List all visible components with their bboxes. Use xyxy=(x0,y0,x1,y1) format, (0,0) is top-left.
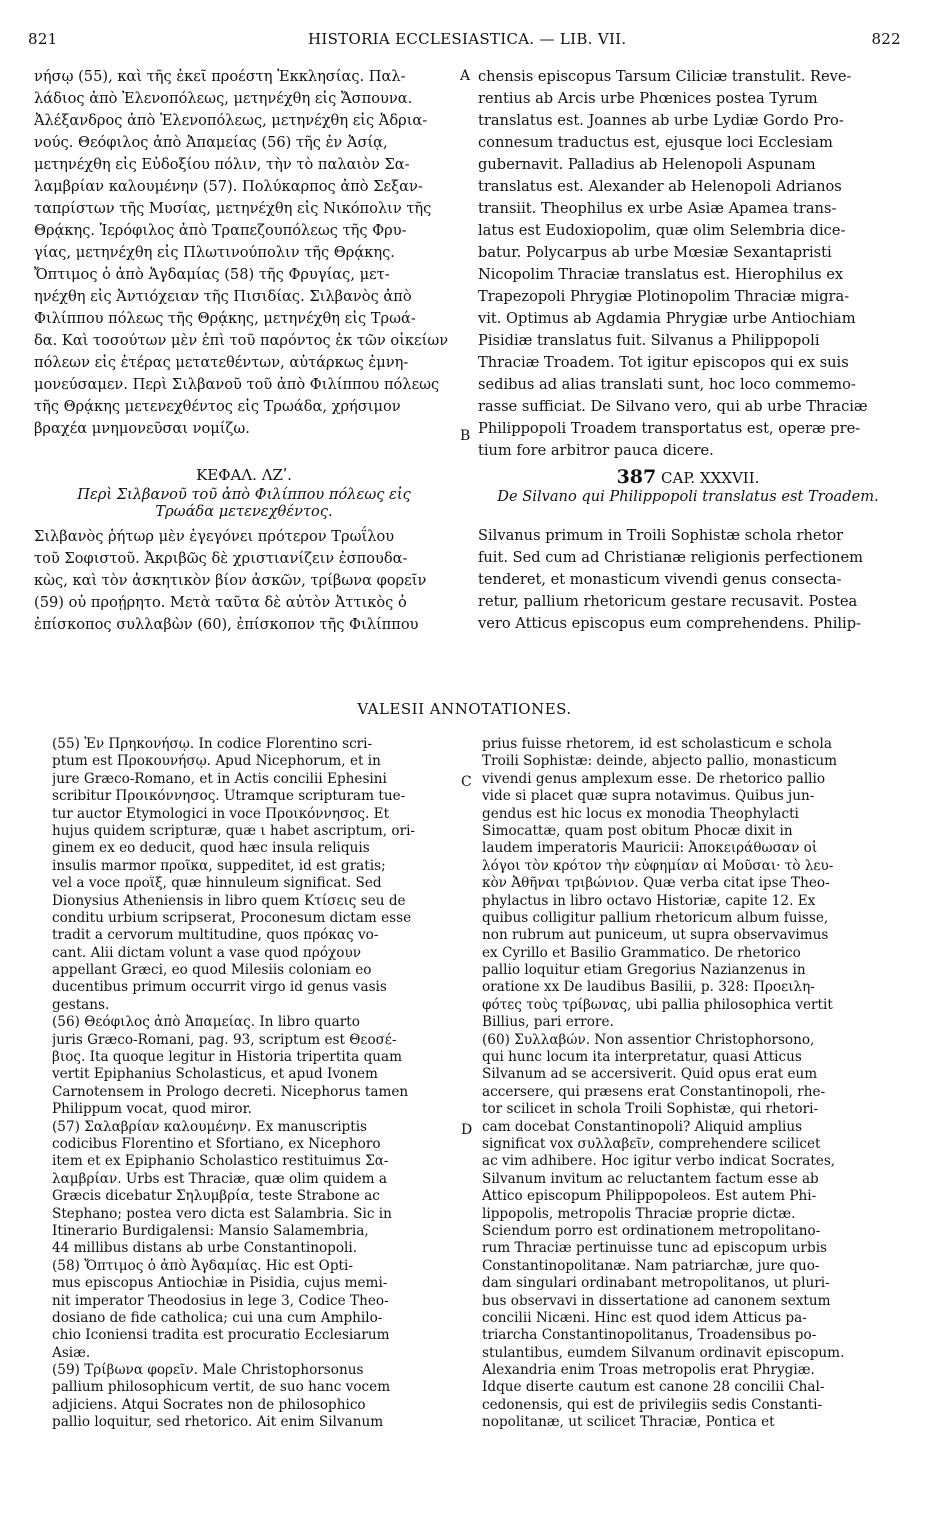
latin-chapter-number: CAP. XXXVII. xyxy=(661,469,760,487)
latin-text-line: Pisidiæ translatus fuit. Silvanus a Philippopoli xyxy=(478,332,820,349)
annotation-line: Sciendum porro est ordinationem metropolitano- xyxy=(482,1222,821,1239)
annotation-line: vertit Epiphanius Scholasticus, et apud Ivonem xyxy=(52,1066,378,1083)
annotation-line: Simocattæ, quam post obitum Phocæ dixit in xyxy=(482,822,793,839)
latin-text-line: chensis episcopus Tarsum Ciliciæ transtulit. Reve- xyxy=(478,68,852,85)
greek-text-line: ταπρίστων τῆς Μυσίας, μετηνέχθη εἰς Νικόπολιν τῆς xyxy=(34,200,432,217)
chapter-marginal-number: 387 xyxy=(616,466,657,488)
annotation-line: Alexandria enim Troas metropolis erat Phrygiæ. xyxy=(482,1362,815,1379)
annotation-line: significat vox συλλαβεῖν, comprehendere scilicet xyxy=(482,1135,821,1152)
annotation-line: cant. Alii dictam volunt a vase quod πρόχουν xyxy=(52,944,361,961)
annotation-line: bus observavi in dissertatione ad canonem sextum xyxy=(482,1292,831,1309)
latin-text-line: batur. Polycarpus ab urbe Mœsiæ Sexantapristi xyxy=(478,244,832,261)
annotation-line: φότες τοὺς τρίβωνας, ubi pallia philosophica vertit xyxy=(482,996,833,1013)
annotation-line: accersere, qui præsens erat Constantinopoli, rhe- xyxy=(482,1083,826,1100)
annotation-line: mus episcopus Antiochiæ in Pisidia, cujus memi- xyxy=(52,1275,388,1292)
page-number-right: 822 xyxy=(871,30,901,48)
greek-text-line: νούς. Θεόφιλος ἀπὸ Ἀπαμείας (56) τῆς ἐν Ἀσίᾳ, xyxy=(34,134,388,151)
annotation-line: ex Cyrillo et Basilio Grammatico. De rhetorico xyxy=(482,944,801,961)
greek-text-line: δα. Καὶ τοσούτων μὲν ἐπὶ τοῦ παρόντος ἐκ τῶν οἰκείων xyxy=(34,332,449,349)
annotation-line: tur auctor Etymologici in voce Προικόννησος. Et xyxy=(52,805,390,822)
latin-chapter-heading xyxy=(478,466,898,488)
annotation-line: (57) Σαλαβρίαν καλουμένην. Ex manuscriptis xyxy=(52,1118,368,1135)
annotation-line: insulis marmor προῖκα, suppeditet, id est gratis; xyxy=(52,857,386,874)
greek-text-line: Ἀλέξανδρος ἀπὸ Ἐλενοπόλεως, μετηνέχθη εἰς Ἀδρια- xyxy=(34,112,428,129)
latin-column xyxy=(478,66,898,682)
annotation-line: phylactus in libro octavo Historiæ, capite 12. Ex xyxy=(482,892,816,909)
annotation-line: oratione xx De laudibus Basilii, p. 328: Προειλη- xyxy=(482,979,815,996)
latin-text-line: gubernavit. Palladius ab Helenopoli Aspunam xyxy=(478,156,816,173)
annotation-line: Philippum vocat, quod miror. xyxy=(52,1101,252,1118)
latin-chapter-text xyxy=(478,525,898,635)
margin-letter-c: C xyxy=(461,774,472,790)
annotation-line: Silvanum ad se accersiverit. Quid opus erat eum xyxy=(482,1066,818,1083)
latin-text-line: Thraciæ Troadem. Tot igitur episcopos qui ex suis xyxy=(478,354,849,371)
annotation-line: nit imperator Theodosius in lege 3, Codice Theo- xyxy=(52,1292,389,1309)
annotation-line: non rubrum aut puniceum, ut supra observavimus xyxy=(482,927,829,944)
greek-text-line: μονεύσαμεν. Περὶ Σιλβανοῦ τοῦ ἀπὸ Φιλίππου πόλεως xyxy=(34,376,440,393)
latin-text-line: Nicopolim Thraciæ translatus est. Hierophilus ex xyxy=(478,266,844,283)
annotation-line: pallio loquitur, sed rhetorico. Ait enim Silvanum xyxy=(52,1414,384,1431)
greek-chapter-line: Σιλβανὸς ῥήτωρ μὲν ἐγεγόνει πρότερον Τρωΐλου xyxy=(34,528,395,545)
latin-text-line: transiit. Theophilus ex urbe Asiæ Apamea trans- xyxy=(478,200,837,217)
annotation-line: Dionysius Atheniensis in libro quem Κτίσεις seu de xyxy=(52,892,406,909)
annotation-line: cedonensis, qui est de privilegiis sedis Constanti- xyxy=(482,1396,823,1413)
page-number-left: 821 xyxy=(28,30,58,48)
annotation-line: (59) Τρίβωνα φορεῖν. Male Christophorsonus xyxy=(52,1362,364,1379)
latin-text-line: rasse sufficiat. De Silvano vero, qui ab urbe Thraciæ xyxy=(478,398,868,415)
annotation-line: stulantibus, eumdem Silvanum ordinavit episcopum. xyxy=(482,1344,845,1361)
annotation-line: vel a voce προΐξ, quæ hinnuleum significat. Sed xyxy=(52,875,382,892)
annotation-line: Stephano; postea vero dicta est Salambria. Sic in xyxy=(52,1205,392,1222)
annotation-line: Itinerario Burdigalensi: Mansio Salamembria, xyxy=(52,1222,369,1239)
annotation-line: codicibus Florentino et Sfortiano, ex Nicephoro xyxy=(52,1135,381,1152)
annotation-line: (60) Συλλαβών. Non assentior Christophorsono, xyxy=(482,1031,815,1048)
annotation-line: Silvanum invitum ac reluctantem factum esse ab xyxy=(482,1170,819,1187)
greek-text-line: τῆς Θρᾴκης μετενεχθέντος εἰς Τρωάδα, χρήσιμον xyxy=(34,398,401,415)
annotation-line: vide si placet quæ supra notavimus. Quibus jun- xyxy=(482,788,815,805)
annotation-line: jure Græco-Romano, et in Actis concilii Ephesini xyxy=(52,770,387,787)
margin-letter-d: D xyxy=(461,1122,473,1138)
annotation-line: 44 millibus distans ab urbe Constantinopoli. xyxy=(52,1240,358,1257)
annotation-line: gestans. xyxy=(52,996,110,1013)
latin-text-line: Trapezopoli Phrygiæ Plotinopolim Thraciæ migra- xyxy=(478,288,850,305)
greek-text-line: βραχέα μνημονεῦσαι νομίζω. xyxy=(34,420,250,437)
greek-chapter-line: (59) οὐ προῄρητο. Μετὰ ταῦτα δὲ αὐτὸν Ἀττικὸς ὁ xyxy=(34,594,407,611)
annotation-line: (56) Θεόφιλος ἀπὸ Ἀπαμείας. In libro quarto xyxy=(52,1014,360,1031)
margin-letter-b: B xyxy=(460,428,471,444)
annotation-line: nopolitanæ, ut scilicet Thraciæ, Pontica et xyxy=(482,1414,775,1431)
annotation-line: Constantinopolitanæ. Nam patriarchæ, jure quo- xyxy=(482,1257,820,1274)
annotation-line: appellant Græci, eo quod Milesiis coloniam eo xyxy=(52,962,372,979)
latin-text-line: translatus est. Alexander ab Helenopoli Adrianos xyxy=(478,178,842,195)
notes-right-column xyxy=(482,736,894,1516)
annotation-line: qui hunc locum ita interpretatur, quasi Atticus xyxy=(482,1049,802,1066)
annotation-line: laudem imperatoris Mauricii: Ἀποκειράθωσαν οἱ xyxy=(482,840,818,857)
annotation-line: scribitur Προικόννησος. Utramque scripturam tue- xyxy=(52,788,406,805)
annotation-line: tradit a cervorum multitudine, quos πρόκας vo- xyxy=(52,927,379,944)
annotation-line: ptum est Προκουνήσῳ. Apud Nicephorum, et in xyxy=(52,753,381,770)
greek-text-line: Θρᾴκης. Ἱερόφιλος ἀπὸ Τραπεζουπόλεως τῆς Φρυ- xyxy=(34,222,407,239)
notes-left-column xyxy=(52,736,456,1516)
running-header xyxy=(28,30,901,60)
latin-text-line: tium fore arbitror pauca dicere. xyxy=(478,442,714,459)
latin-chapter-line: retur, pallium rhetoricum gestare recusavit. Postea xyxy=(478,593,858,610)
greek-column xyxy=(34,66,454,682)
greek-chapter-title-2: Τρωάδα μετενεχθέντος. xyxy=(155,503,333,520)
annotation-line: κὸν Ἀθῆναι τριβώνιον. Quæ verba citat ipse Theo- xyxy=(482,875,830,892)
greek-text-line: Ὄπτιμος ὁ ἀπὸ Ἀγδαμίας (58) τῆς Φρυγίας, μετ- xyxy=(34,266,390,283)
annotation-line: ducentibus primum occurrit virgo id genus vasis xyxy=(52,979,387,996)
annotation-line: λόγοι τὸν κρότον τὴν εὐφημίαν αἱ Μοῦσαι· τὸ λευ- xyxy=(482,857,834,874)
latin-chapter-line: vero Atticus episcopus eum comprehendens. Philip- xyxy=(478,615,861,632)
annotation-line: tor scilicet in schola Troili Sophistæ, qui rhetori- xyxy=(482,1101,819,1118)
greek-chapter-line: ἐπίσκοπος συλλαβὼν (60), ἐπίσκοπον τῆς Φιλίππου xyxy=(34,616,419,633)
latin-chapter-line: Silvanus primum in Troili Sophistæ schola rhetor xyxy=(478,527,844,544)
greek-text-line: μετηνέχθη εἰς Εὐδοξίου πόλιν, τὴν τὸ παλαιὸν Σα- xyxy=(34,156,410,173)
annotation-line: βιος. Ita quoque legitur in Historia tripertita quam xyxy=(52,1049,403,1066)
latin-text-line: sedibus ad alias translati sunt, hoc loco commemo- xyxy=(478,376,856,393)
annotation-line: Billius, pari errore. xyxy=(482,1014,614,1031)
annotation-line: Idque diserte cautum est canone 28 concilii Chal- xyxy=(482,1379,825,1396)
running-title: HISTORIA ECCLESIASTICA. — LIB. VII. xyxy=(308,30,627,48)
annotation-line: pallio loquitur etiam Gregorius Nazianzenus in xyxy=(482,962,806,979)
annotation-line: Troili Sophistæ: deinde, abjecto pallio, monasticum xyxy=(482,753,838,770)
annotation-line: hujus quidem scripturæ, quæ ι habet ascriptum, ori- xyxy=(52,822,416,839)
latin-chapter-line: fuit. Sed cum ad Christianæ religionis perfectionem xyxy=(478,549,863,566)
greek-text-line: Φιλίππου πόλεως τῆς Θρᾴκης, μετηνέχθη εἰς Τρωά- xyxy=(34,310,416,327)
annotation-line: Græcis dicebatur Σηλυμβρία, teste Strabone ac xyxy=(52,1188,380,1205)
annotation-line: conditu urbium scripserat, Proconesum dictam esse xyxy=(52,909,412,926)
annotation-line: concilii Nicæni. Hinc est quod idem Atticus pa- xyxy=(482,1309,807,1326)
annotation-line: prius fuisse rhetorem, id est scholasticum e schola xyxy=(482,736,832,752)
latin-text-line: Philippopoli Troadem transportatus est, operæ pre- xyxy=(478,420,861,437)
annotation-line: Carnotensem in Prologo decreti. Nicephorus tamen xyxy=(52,1083,409,1100)
latin-text-block xyxy=(478,66,898,462)
latin-text-line: translatus est. Joannes ab urbe Lydiæ Gordo Pro- xyxy=(478,112,844,129)
latin-chapter-line: tenderet, et monasticum vivendi genus consecta- xyxy=(478,571,842,588)
annotation-line: cam docebat Constantinopoli? Aliquid amplius xyxy=(482,1118,803,1135)
margin-letter-a: A xyxy=(460,68,471,84)
annotation-line: triarcha Constantinopolitanus, Troadensibus po- xyxy=(482,1327,817,1344)
latin-text-line: vit. Optimus ab Agdamia Phrygiæ urbe Antiochiam xyxy=(478,310,856,327)
latin-chapter-title: De Silvano qui Philippopoli translatus est Troadem. xyxy=(497,488,879,505)
annotation-line: item et ex Epiphanio Scholastico restituimus Σα- xyxy=(52,1153,389,1170)
annotation-line: pallium philosophicum vertit, de suo hanc vocem xyxy=(52,1379,391,1396)
annotation-line: ac vim adhibere. Hoc igitur verbo indicat Socrates, xyxy=(482,1153,836,1170)
greek-chapter-line: κὼς, καὶ τὸν ἀσκητικὸν βίον ἀσκῶν, τρίβωνα φορεῖν xyxy=(34,572,427,589)
greek-chapter-text xyxy=(34,526,454,636)
annotation-line: quibus colligitur pallium rhetoricum album fuisse, xyxy=(482,909,829,926)
annotation-line: gendus est hic locus ex monodia Theophylacti xyxy=(482,805,799,822)
annotation-line: lippopolis, metropolis Thraciæ proprie dictæ. xyxy=(482,1205,796,1222)
annotation-line: λαμβρίαν. Urbs est Thraciæ, quæ olim quidem a xyxy=(52,1170,387,1187)
greek-text-block xyxy=(34,66,454,440)
greek-text-line: νήσῳ (55), καὶ τῆς ἐκεῖ προέστη Ἐκκλησίας. Παλ- xyxy=(34,68,406,85)
latin-text-line: rentius ab Arcis urbe Phœnices postea Tyrum xyxy=(478,90,818,107)
annotation-line: juris Græco-Romani, pag. 93, scriptum est Θεοσέ- xyxy=(52,1031,397,1048)
annotation-line: (55) Ἐν Πρηκονήσῳ. In codice Florentino scri- xyxy=(52,736,373,752)
annotation-line: Attico episcopum Philippopoleos. Est autem Phi- xyxy=(482,1188,817,1205)
annotation-line: Asiæ. xyxy=(52,1344,91,1361)
annotation-line: (58) Ὄπτιμος ὁ ἀπὸ Ἀγδαμίας. Hic est Opti- xyxy=(52,1257,353,1274)
annotation-line: rum Thraciæ pertinuisse tunc ad episcopum urbis xyxy=(482,1240,828,1257)
greek-text-line: πόλεων εἰς ἑτέρας μετατεθέντων, αὐτάρκως ἐμνη- xyxy=(34,354,409,371)
annotation-line: ginem ex eo deducit, quod hæc insula reliquis xyxy=(52,840,370,857)
annotation-line: chio Iconiensi tradita est procuratio Ecclesiarum xyxy=(52,1327,390,1344)
greek-text-line: λάδιος ἀπὸ Ἐλενοπόλεως, μετηνέχθη εἰς Ἄσπουνα. xyxy=(34,90,413,107)
greek-chapter-title-1: Περὶ Σιλβανοῦ τοῦ ἀπὸ Φιλίππου πόλεως εἰς xyxy=(77,486,411,503)
greek-chapter-line: τοῦ Σοφιστοῦ. Ἀκριβῶς δὲ χριστιανίζειν ἐσπουδα- xyxy=(34,550,408,567)
greek-text-line: ηνέχθη εἰς Ἀντιόχειαν τῆς Πισιδίας. Σιλβανὸς ἀπὸ xyxy=(34,288,412,305)
latin-text-line: connesum traductus est, ejusque loci Ecclesiam xyxy=(478,134,833,151)
latin-text-line: latus est Eudoxiopolim, quæ olim Selembria dice- xyxy=(478,222,846,239)
greek-text-line: γίας, μετηνέχθη εἰς Πλωτινούπολιν τῆς Θρᾴκης. xyxy=(34,244,395,261)
annotations-heading: VALESII ANNOTATIONES. xyxy=(357,700,572,718)
annotation-line: dosiano de fide catholica; cui una cum Amphilo- xyxy=(52,1309,383,1326)
greek-text-line: λαμβρίαν καλουμένην (57). Πολύκαρπος ἀπὸ Σεξαν- xyxy=(34,178,423,195)
annotation-line: adjiciens. Atqui Socrates non de philosophico xyxy=(52,1396,366,1413)
greek-chapter-heading: ΚΕΦΑΛ. ΛΖʹ. xyxy=(196,466,292,484)
annotation-line: dam singulari ordinabant metropolitanos, ut pluri- xyxy=(482,1275,830,1292)
annotation-line: vivendi genus amplexum esse. De rhetorico pallio xyxy=(482,770,826,787)
